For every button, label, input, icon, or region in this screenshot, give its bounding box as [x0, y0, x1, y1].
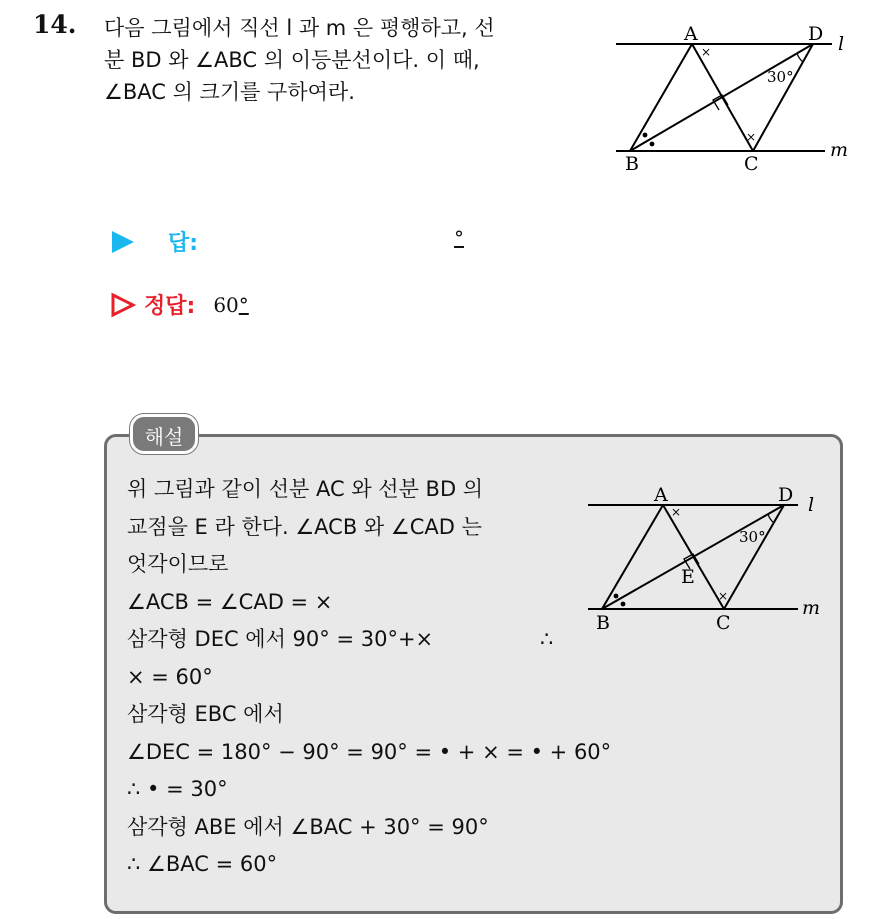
solution-line: 엇각이므로: [127, 552, 229, 576]
solution-line: ∴ ∠BAC = 60°: [127, 852, 278, 876]
dot-mark: [643, 133, 648, 138]
segment-cd: [753, 44, 813, 151]
point-b-label: B: [625, 153, 639, 175]
correct-answer-unit: °: [238, 292, 249, 317]
solution-figure: [576, 476, 836, 636]
question-line: 분 BD 와 ∠ABC 의 이등분선이다. 이 때,: [104, 48, 480, 72]
dot-mark: [621, 602, 626, 607]
solution-line: [127, 621, 611, 659]
answer-row: [110, 226, 198, 257]
answer-play-icon: [110, 229, 136, 255]
cross-mark-c: ×: [718, 589, 729, 603]
solution-line: ∠ACB = ∠CAD = ×: [127, 589, 333, 614]
question-number: 14.: [33, 10, 77, 39]
question-line: ∠BAC 의 크기를 구하여라.: [104, 80, 355, 104]
angle-30-label: 30°: [767, 68, 794, 86]
line-l-label: l: [838, 33, 845, 55]
correct-answer-value: [213, 293, 248, 317]
line-m-label: m: [802, 597, 821, 619]
angle-30-arc: [797, 53, 803, 62]
line-l-label: l: [808, 494, 815, 516]
line-m-label: m: [830, 139, 849, 161]
solution-line: 위 그림과 같이 선분 AC 와 선분 BD 의: [127, 477, 484, 501]
segment-ab: [630, 44, 692, 151]
solution-line-text: 삼각형 DEC 에서 90° = 30°+×: [127, 627, 434, 651]
solution-tag: 해설: [130, 414, 198, 454]
angle-30-label: 30°: [739, 528, 766, 546]
answer-blank[interactable]: °: [454, 226, 464, 250]
question-figure: [600, 20, 860, 180]
correct-answer-number: 60: [213, 292, 239, 317]
segment-bd: [602, 505, 784, 609]
point-a-label: A: [654, 484, 668, 506]
point-d-label: D: [808, 23, 824, 45]
point-a-label: A: [684, 23, 698, 45]
point-c-label: C: [716, 612, 731, 634]
segment-ab: [602, 505, 663, 609]
solution-line: 삼각형 ABE 에서 ∠BAC + 30° = 90°: [127, 814, 489, 839]
dot-mark: [650, 142, 655, 147]
cross-mark-a: ×: [701, 45, 712, 59]
solution-line: × = 60°: [127, 664, 213, 689]
solution-line: 교점을 E 라 한다. ∠ACB 와 ∠CAD 는: [127, 514, 482, 539]
segment-cd: [724, 505, 784, 609]
angle-30-arc: [768, 514, 774, 523]
correct-answer-row: [110, 289, 249, 320]
question-text: [104, 12, 594, 108]
question-line: 다음 그림에서 직선 l 과 m 은 평행하고, 선: [104, 16, 495, 40]
answer-label: 답:: [168, 231, 199, 256]
cross-mark-a: ×: [671, 505, 682, 519]
dot-mark: [614, 594, 619, 599]
cross-mark-c: ×: [746, 130, 757, 144]
solution-line: ∠DEC = 180° − 90° = 90° = • + × = • + 60°: [127, 739, 612, 764]
therefore-symbol: ∴: [540, 627, 554, 651]
segment-bd: [630, 44, 813, 151]
point-b-label: B: [596, 612, 610, 634]
correct-play-outline-icon: [110, 292, 136, 318]
point-e-label: E: [681, 566, 695, 588]
solution-text: [127, 471, 611, 884]
point-c-label: C: [744, 153, 759, 175]
correct-answer-label: 정답:: [144, 294, 196, 319]
solution-line: ∴ • = 30°: [127, 777, 228, 801]
solution-line: 삼각형 EBC 에서: [127, 702, 284, 726]
point-d-label: D: [778, 484, 794, 506]
